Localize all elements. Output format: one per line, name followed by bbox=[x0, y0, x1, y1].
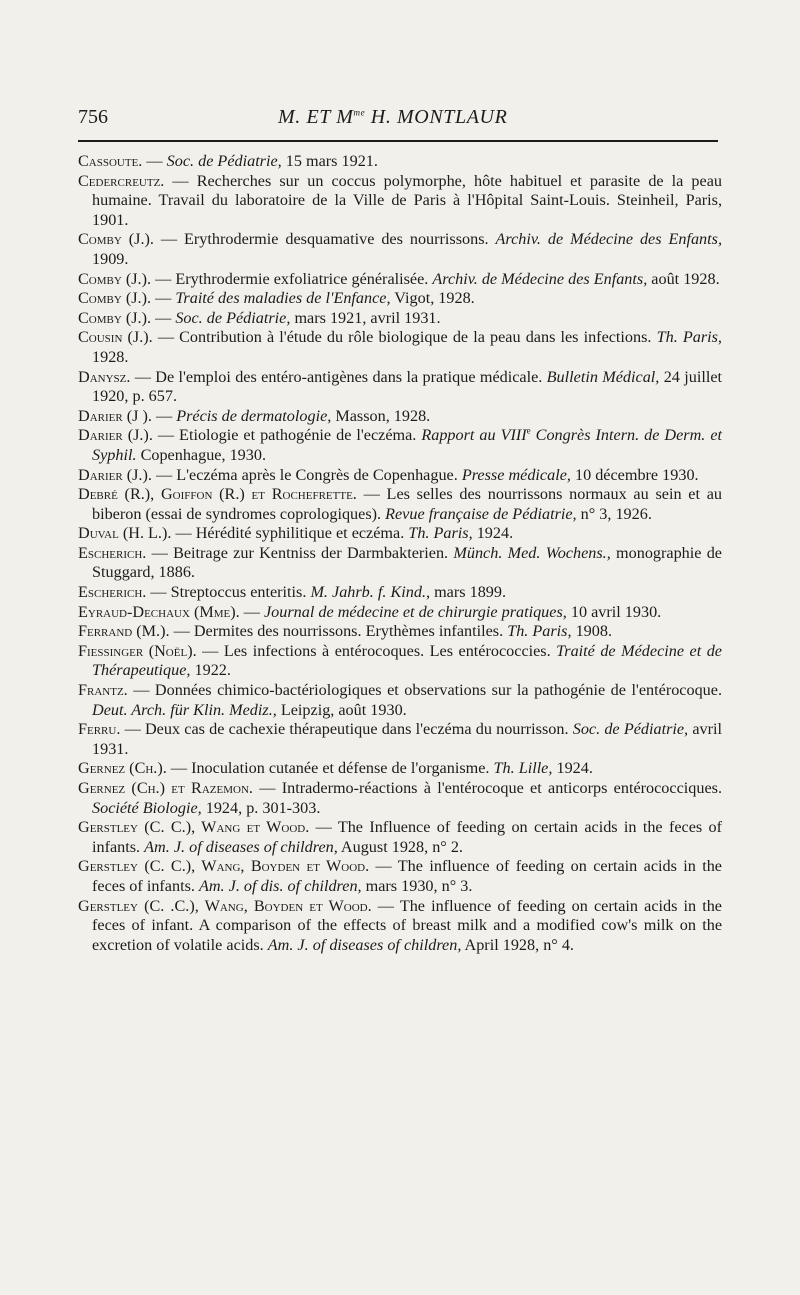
reference-author: Escherich. bbox=[78, 543, 147, 562]
reference-author: Gerstley (C. .C.), Wang, Boyden et Wood. bbox=[78, 896, 372, 915]
reference-source: Soc. de Pédiatrie, bbox=[175, 308, 291, 327]
reference-text: avril 1931. bbox=[92, 720, 722, 758]
reference-text: — bbox=[151, 308, 176, 327]
reference-author: Cedercreutz. bbox=[78, 171, 165, 190]
reference-text: 1924, p. 301-303. bbox=[201, 798, 321, 817]
reference-author: Darier (J ). bbox=[78, 406, 152, 425]
reference-text: 1909. bbox=[92, 249, 129, 268]
reference-text: — Intradermo-réactions à l'entérocoque et anticorps entérococciques. bbox=[252, 779, 722, 797]
reference-text: — Les infections à entérocoques. Les entérococcies. bbox=[196, 641, 557, 660]
bibliography-list bbox=[78, 152, 722, 955]
reference-author: Cassoute. bbox=[78, 152, 143, 170]
reference-entry bbox=[78, 230, 722, 269]
reference-entry bbox=[78, 779, 722, 818]
reference-text: — Erythrodermie desquamative des nourrissons. bbox=[153, 230, 496, 249]
reference-source: Deut. Arch. für Klin. Mediz., bbox=[92, 700, 277, 719]
reference-entry bbox=[78, 897, 722, 956]
reference-entry bbox=[78, 172, 722, 231]
reference-author: Comby (J.). bbox=[78, 230, 154, 249]
reference-entry bbox=[78, 681, 722, 720]
reference-text: — bbox=[142, 152, 167, 170]
reference-text: 24 juillet 1920, p. 657. bbox=[92, 367, 722, 406]
reference-author: Darier (J.). bbox=[78, 426, 153, 445]
reference-source: Th. Paris, bbox=[656, 328, 722, 347]
reference-text: 1928. bbox=[92, 347, 129, 366]
reference-author: Gernez (Ch.). bbox=[78, 759, 167, 778]
reference-author: Fiessinger (Noël). bbox=[78, 641, 197, 660]
reference-source: Archiv. de Médecine des Enfants, bbox=[432, 269, 648, 288]
reference-entry bbox=[78, 270, 722, 290]
reference-author: Darier (J.). bbox=[78, 465, 152, 484]
page-number: 756 bbox=[78, 106, 108, 128]
reference-text: — L'eczéma après le Congrès de Copenhague. bbox=[151, 465, 462, 484]
reference-text: — Deux cas de cachexie thérapeutique dans l'eczéma du nourrisson. bbox=[120, 720, 573, 739]
reference-text: — Inoculation cutanée et défense de l'organisme. bbox=[166, 759, 494, 778]
reference-entry bbox=[78, 309, 722, 329]
reference-source: Journal de médecine et de chirurgie pratiques, bbox=[263, 602, 567, 621]
reference-entry bbox=[78, 642, 722, 681]
reference-author: Cousin (J.). bbox=[78, 328, 153, 347]
reference-text: — Beitrage zur Kentniss der Darmbakterien. bbox=[146, 543, 454, 562]
reference-source: Am. J. of dis. of children, bbox=[198, 876, 362, 895]
reference-text: — Les selles des nourrissons normaux au sein et au biberon (essai de syndromes coprologiques). bbox=[92, 485, 723, 523]
reference-source: Presse médicale, bbox=[461, 465, 571, 484]
reference-entry bbox=[78, 603, 722, 623]
reference-text: — Données chimico-bactériologiques et observations sur la pathogénie de l'entérocoque. bbox=[127, 681, 722, 700]
reference-text: August 1928, n° 2. bbox=[337, 837, 463, 856]
reference-source: M. Jahrb. f. Kind., bbox=[310, 583, 431, 602]
reference-text: 15 mars 1921. bbox=[281, 152, 378, 170]
reference-source: Münch. Med. Wochens., bbox=[453, 543, 611, 562]
reference-entry bbox=[78, 759, 722, 779]
reference-text: n° 3, 1926. bbox=[576, 504, 652, 523]
reference-author: Escherich. bbox=[78, 583, 147, 602]
reference-entry bbox=[78, 485, 722, 524]
reference-text: 1924. bbox=[472, 524, 514, 543]
reference-entry bbox=[78, 818, 722, 857]
reference-text: — bbox=[151, 406, 177, 425]
reference-text: — Streptoccus enteritis. bbox=[146, 583, 311, 602]
reference-source: Archiv. de Médecine des Enfants, bbox=[495, 230, 722, 249]
reference-text: 10 avril 1930. bbox=[566, 602, 662, 621]
reference-source: Soc. de Pédiatrie, bbox=[166, 152, 282, 170]
reference-author: Comby (J.). bbox=[78, 269, 152, 288]
reference-entry bbox=[78, 544, 722, 583]
reference-author: Danysz. bbox=[78, 367, 131, 386]
reference-author: Comby (J.). bbox=[78, 289, 152, 308]
reference-author: Gerstley (C. C.), Wang et Wood. bbox=[78, 818, 310, 837]
reference-text: — bbox=[239, 602, 264, 621]
reference-text: April 1928, n° 4. bbox=[461, 935, 574, 954]
reference-source: Traité de Médecine et de Thérapeutique, bbox=[92, 641, 722, 680]
reference-source: Société Biologie, bbox=[92, 798, 202, 817]
reference-text: — Hérédité syphilitique et eczéma. bbox=[171, 524, 409, 543]
reference-text: 10 décembre 1930. bbox=[570, 465, 699, 484]
reference-text: Masson, 1928. bbox=[331, 406, 431, 425]
reference-author: Duval (H. L.). bbox=[78, 524, 172, 543]
reference-text: — Recherches sur un coccus polymorphe, hôte habituel et parasite de la peau humaine. Travail du laboratoire de la Ville de Paris à l'Hôpital Saint-Louis. Steinheil, Paris, 1901. bbox=[92, 171, 722, 229]
reference-source: Précis de dermatologie, bbox=[176, 406, 332, 425]
reference-entry bbox=[78, 524, 722, 544]
reference-superscript: e bbox=[526, 425, 531, 436]
reference-text: — The Influence of feeding on certain acids in the feces of infants. bbox=[92, 818, 723, 856]
running-head-superscript: me bbox=[353, 107, 366, 118]
reference-text: 1922. bbox=[190, 661, 231, 680]
reference-entry bbox=[78, 368, 722, 407]
reference-text: août 1928. bbox=[647, 269, 720, 288]
reference-entry bbox=[78, 583, 722, 603]
reference-author: Debré (R.), Goiffon (R.) et Rochefrette. bbox=[78, 485, 357, 504]
reference-text: — De l'emploi des entéro-antigènes dans la pratique médicale. bbox=[130, 367, 547, 386]
reference-source: Th. Paris, bbox=[507, 622, 572, 641]
reference-author: Eyraud-Dechaux (Mme). bbox=[78, 602, 240, 621]
reference-text: monographie de Stuggard, 1886. bbox=[92, 543, 722, 582]
reference-source: Revue française de Pédiatrie, bbox=[385, 504, 577, 523]
reference-source: Soc. de Pédiatrie, bbox=[572, 720, 689, 739]
reference-author: Frantz. bbox=[78, 681, 128, 700]
reference-author: Comby (J.). bbox=[78, 308, 152, 327]
reference-entry bbox=[78, 622, 722, 642]
running-head-text: M. ET M bbox=[278, 106, 354, 128]
reference-text: Leipzig, août 1930. bbox=[276, 700, 407, 719]
page-header bbox=[78, 100, 718, 130]
reference-author: Gernez (Ch.) et Razemon. bbox=[78, 779, 253, 797]
reference-author: Gerstley (C. C.), Wang, Boyden et Wood. bbox=[78, 857, 370, 876]
reference-author: Ferru. bbox=[78, 720, 121, 739]
reference-text: Copenhague, 1930. bbox=[136, 445, 266, 464]
reference-entry bbox=[78, 407, 722, 427]
reference-entry bbox=[78, 426, 722, 465]
running-head-rest: H. MONTLAUR bbox=[365, 106, 508, 128]
reference-text: — Erythrodermie exfoliatrice généralisée. bbox=[151, 269, 433, 288]
reference-text: mars 1921, avril 1931. bbox=[290, 308, 441, 327]
reference-source: Th. Lille, bbox=[493, 759, 553, 778]
reference-source: Th. Paris, bbox=[408, 524, 473, 543]
reference-source: Bulletin Médical, bbox=[546, 367, 660, 386]
reference-source: Am. J. of diseases of children, bbox=[267, 935, 462, 954]
reference-entry bbox=[78, 328, 722, 367]
reference-text: — The influence of feeding on certain acids in the feces of infant. A comparison of the effects of breast milk and a modified cow's milk on the excretion of volatile acids. bbox=[92, 896, 722, 954]
reference-text: mars 1930, n° 3. bbox=[361, 876, 473, 895]
reference-text: — Etiologie et pathogénie de l'eczéma. bbox=[152, 426, 422, 445]
reference-entry bbox=[78, 720, 722, 759]
reference-entry bbox=[78, 152, 722, 172]
reference-entry bbox=[78, 466, 722, 486]
reference-text: — Dermites des nourrissons. Erythèmes infantiles. bbox=[169, 622, 508, 641]
reference-text: — Contribution à l'étude du rôle biologique de la peau dans les infections. bbox=[152, 328, 657, 347]
reference-source: Rapport au VIII bbox=[421, 426, 527, 445]
running-head bbox=[278, 106, 507, 129]
reference-text: mars 1899. bbox=[430, 583, 507, 602]
reference-author: Ferrand (M.). bbox=[78, 622, 170, 641]
header-rule bbox=[78, 140, 718, 142]
reference-text: Vigot, 1928. bbox=[390, 289, 475, 308]
reference-source: Traité des maladies de l'Enfance, bbox=[175, 289, 391, 308]
reference-entry bbox=[78, 289, 722, 309]
reference-source: Am. J. of diseases of children, bbox=[144, 837, 338, 856]
reference-source: Congrès Intern. de Derm. et Syphil. bbox=[92, 426, 723, 464]
reference-text: 1924. bbox=[552, 759, 593, 778]
reference-text: — bbox=[151, 289, 176, 308]
reference-text: — The influence of feeding on certain acids in the feces of infants. bbox=[92, 857, 722, 895]
reference-entry bbox=[78, 857, 722, 896]
reference-text: 1908. bbox=[571, 622, 612, 641]
